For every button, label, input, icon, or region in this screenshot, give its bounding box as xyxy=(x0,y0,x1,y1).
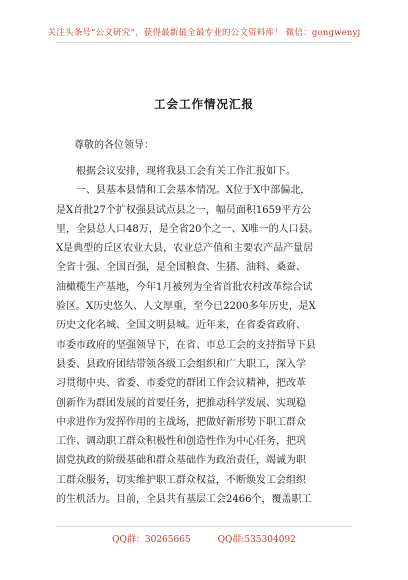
paragraph-line: 验区。X历史悠久、人文厚重，至今已2200多年历史，是X xyxy=(56,301,316,313)
paragraph-line: 固党执政的阶级基础和群众基础作为政治责任，竭诚为职 xyxy=(56,455,306,467)
footer-divider xyxy=(56,526,352,527)
paragraph-line: 历史文化名城、全国文明县城。近年来，在省委省政府、 xyxy=(56,320,306,332)
paragraph-line: 油橄榄生产基地，今年1月被列为全省首批农村改革综合试 xyxy=(56,281,313,293)
paragraph-line: 工作、调动职工群众积极性和创造性作为中心任务，把巩 xyxy=(56,436,306,448)
paragraph-line: 的生机活力。目前，全县共有基层工会2466个，覆盖职工 xyxy=(56,494,312,506)
footer-qq-group-2: QQ群:535304092 xyxy=(217,535,296,545)
header-note: 关注头条号“公文研究”，获得最新最全最专业的公文资料库！ 微信：gongwenyj xyxy=(47,28,361,38)
paragraph-line: 里，全县总人口48万，是全省20个之一、X唯一的人口县。 xyxy=(56,223,319,235)
header-divider xyxy=(56,42,352,43)
paragraph-line: 习贯彻中央、省委、市委党的群团工作会议精神，把改革 xyxy=(56,378,306,390)
greeting: 尊敬的各位领导： xyxy=(74,140,154,151)
paragraph-line: 市委市政府的坚强领导下，在省、市总工会的支持指导下县 xyxy=(56,339,316,351)
paragraph-line: 全省十强、全国百强，是全国粮食、生猪、油料、桑蚕、 xyxy=(56,262,306,274)
paragraph-line: 中求进作为发挥作用的主战场，把做好新形势下职工群众 xyxy=(56,416,306,428)
paragraph-line: 工群众服务，切实维护职工群众权益，不断焕发工会组织 xyxy=(56,474,306,486)
document-title: 工会工作情况汇报 xyxy=(154,97,254,111)
paragraph-line: 一、县基本县情和工会基本情况。X位于X中部偏北， xyxy=(76,185,311,197)
footer xyxy=(0,532,408,545)
paragraph xyxy=(56,181,356,509)
paragraph xyxy=(56,162,356,181)
paragraph-line: 是X首批27个扩权强县试点县之一，幅员面积1659平方公 xyxy=(56,204,312,216)
paragraph-line: 创新作为群团发展的首要任务，把推动科学发展、实现稳 xyxy=(56,397,306,409)
document-body xyxy=(56,162,356,509)
paragraph-line: X是典型的丘区农业大县，农业总产值和主要农产品产量居 xyxy=(56,243,314,255)
paragraph-line: 根据会议安排，现将我县工会有关工作汇报如下。 xyxy=(76,166,296,177)
footer-qq-group-1: QQ群：30265665 xyxy=(112,535,191,545)
paragraph-line: 县委、县政府团结带领各级工会组织和广大职工，深入学 xyxy=(56,358,306,370)
